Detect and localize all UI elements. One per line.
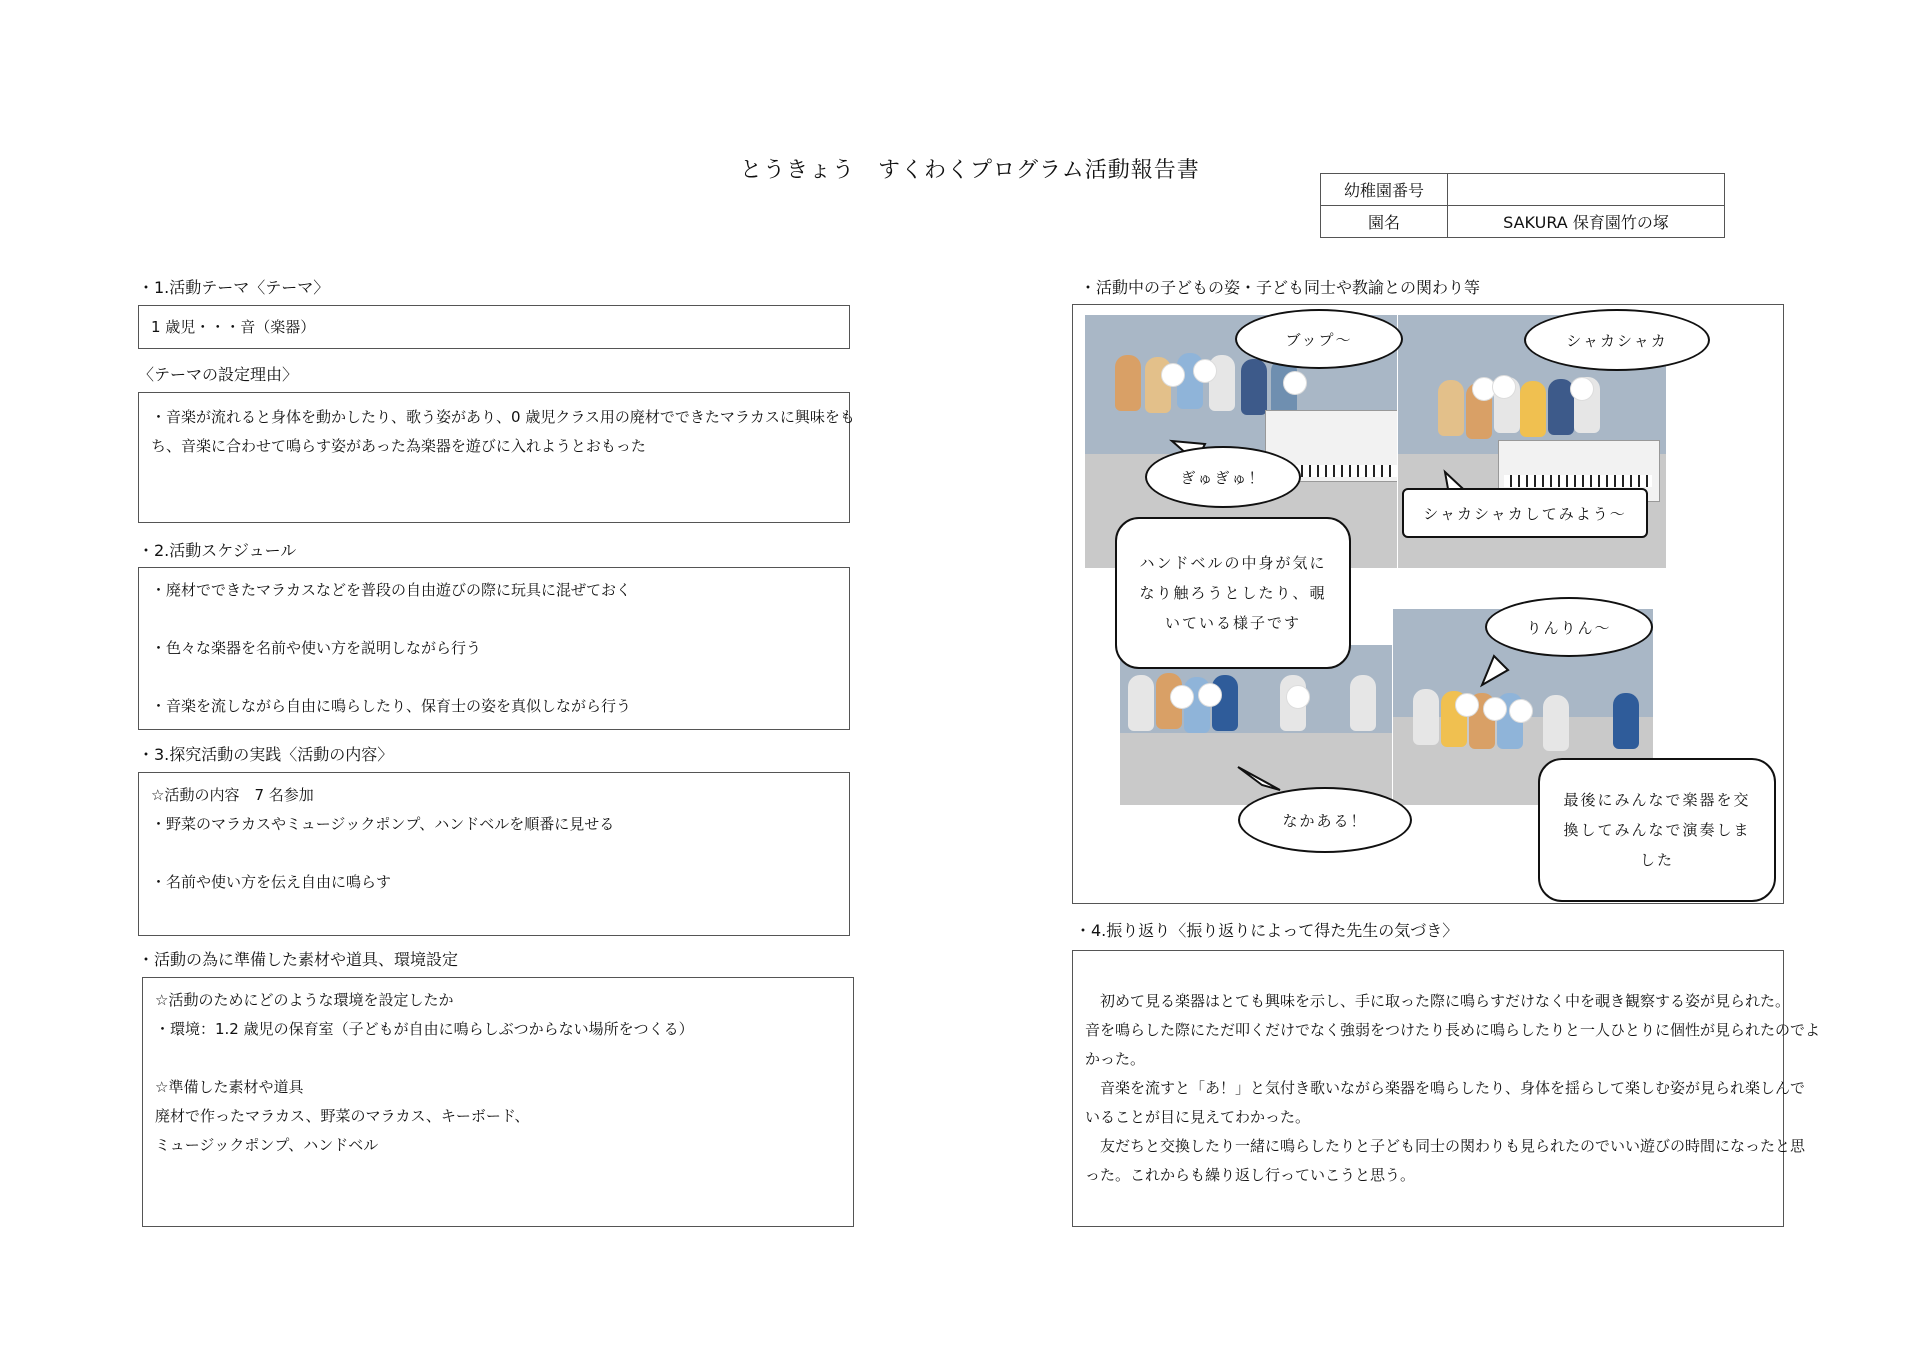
speech-bubble: ぎゅぎゅ！ [1145,446,1301,508]
preparation-line: ☆準備した素材や道具 [155,1078,304,1096]
photo-caption-note [1115,517,1351,669]
schedule-box [138,567,850,730]
note-line: した [1639,851,1674,869]
theme-reason-line: ・音楽が流れると身体を動かしたり、歌う姿があり、0 歳児クラス用の廃材でできたマラカスに興味をも [151,408,855,426]
practice-line: ・野菜のマラカスやミュージックポンプ、ハンドベルを順番に見せる [151,815,615,833]
note-line: なり触ろうとしたり、覗 [1139,584,1327,602]
practice-line: ☆活動の内容 7 名参加 [151,786,314,804]
reflection-line: 音を鳴らした際にただ叩くだけでなく強弱をつけたり長めに鳴らしたりと一人ひとりに個性が見られたのでよ [1085,1021,1821,1039]
schedule-item: ・廃材でできたマラカスなどを普段の自由遊びの際に玩具に混ぜておく [151,581,632,599]
theme-reason-heading: 〈テーマの設定理由〉 [138,365,299,384]
note-line: ハンドベルの中身が気に [1139,554,1327,572]
reflection-line: 友だちと交換したり一緒に鳴らしたりと子ども同士の関わりも見られたのでいい遊びの時間になったと思 [1085,1137,1806,1155]
preparation-heading: ・活動の為に準備した素材や道具、環境設定 [138,950,459,969]
school-info-table [1320,173,1725,238]
school-name-value: SAKURA 保育園竹の塚 [1448,206,1725,238]
theme-reason-box [138,392,855,523]
reflection-heading: ・4.振り返り〈振り返りによって得た先生の気づき〉 [1075,921,1459,940]
theme-text: 1 歳児・・・音（楽器） [151,318,316,336]
school-number-label: 幼稚園番号 [1321,174,1448,206]
theme-box [138,305,850,349]
note-line: いている様子です [1164,614,1301,632]
preparation-line: 廃材で作ったマラカス、野菜のマラカス、キーボード、 [155,1107,530,1125]
practice-box [138,772,850,936]
theme-heading: ・1.活動テーマ〈テーマ〉 [138,278,330,297]
reflection-line: 初めて見る楽器はとても興味を示し、手に取った際に鳴らすだけなく中を覗き観察する姿が見られた。 [1085,992,1791,1010]
practice-heading: ・3.探究活動の実践〈活動の内容〉 [138,745,394,764]
school-number-value [1448,174,1725,206]
school-name-label: 園名 [1321,206,1448,238]
activity-photo-handbell [1120,645,1392,805]
schedule-heading: ・2.活動スケジュール [138,541,297,560]
theme-reason-line: ち、音楽に合わせて鳴らす姿があった為楽器を遊びに入れようとおもった [151,437,646,455]
reflection-line: いることが目に見えてわかった。 [1085,1108,1311,1126]
preparation-line: ☆活動のためにどのような環境を設定したか [155,991,454,1009]
reflection-line: った。これからも繰り返し行っていこうと思う。 [1085,1166,1416,1184]
photo-caption-note [1538,758,1776,902]
preparation-line: ミュージックポンプ、ハンドベル [155,1136,379,1154]
reflection-line: 音楽を流すと「あ！」と気付き歌いながら楽器を鳴らしたり、身体を揺らして楽しむ姿が見られ楽しんで [1085,1079,1806,1097]
photos-heading: ・活動中の子どもの姿・子ども同士や教諭との関わり等 [1080,278,1481,297]
speech-bubble: シャカシャカしてみよう～ [1402,488,1648,538]
reflection-line: かった。 [1085,1050,1146,1068]
schedule-item: ・音楽を流しながら自由に鳴らしたり、保育士の姿を真似しながら行う [151,697,632,715]
speech-bubble: なかある！ [1238,787,1412,853]
speech-bubble: ブップ～ [1235,309,1403,369]
preparation-box [142,977,854,1227]
reflection-box [1072,950,1821,1227]
speech-bubble: シャカシャカ [1524,309,1710,371]
preparation-line: ・環境：1.2 歳児の保育室（子どもが自由に鳴らしぶつからない場所をつくる） [155,1020,694,1038]
note-line: 換してみんなで演奏しま [1563,821,1751,839]
practice-line: ・名前や使い方を伝え自由に鳴らす [151,873,392,891]
page-title: とうきょう すくわくプログラム活動報告書 [740,158,1200,183]
speech-bubble: りんりん～ [1485,597,1653,657]
note-line: 最後にみんなで楽器を交 [1563,791,1751,809]
schedule-item: ・色々な楽器を名前や使い方を説明しながら行う [151,639,482,657]
